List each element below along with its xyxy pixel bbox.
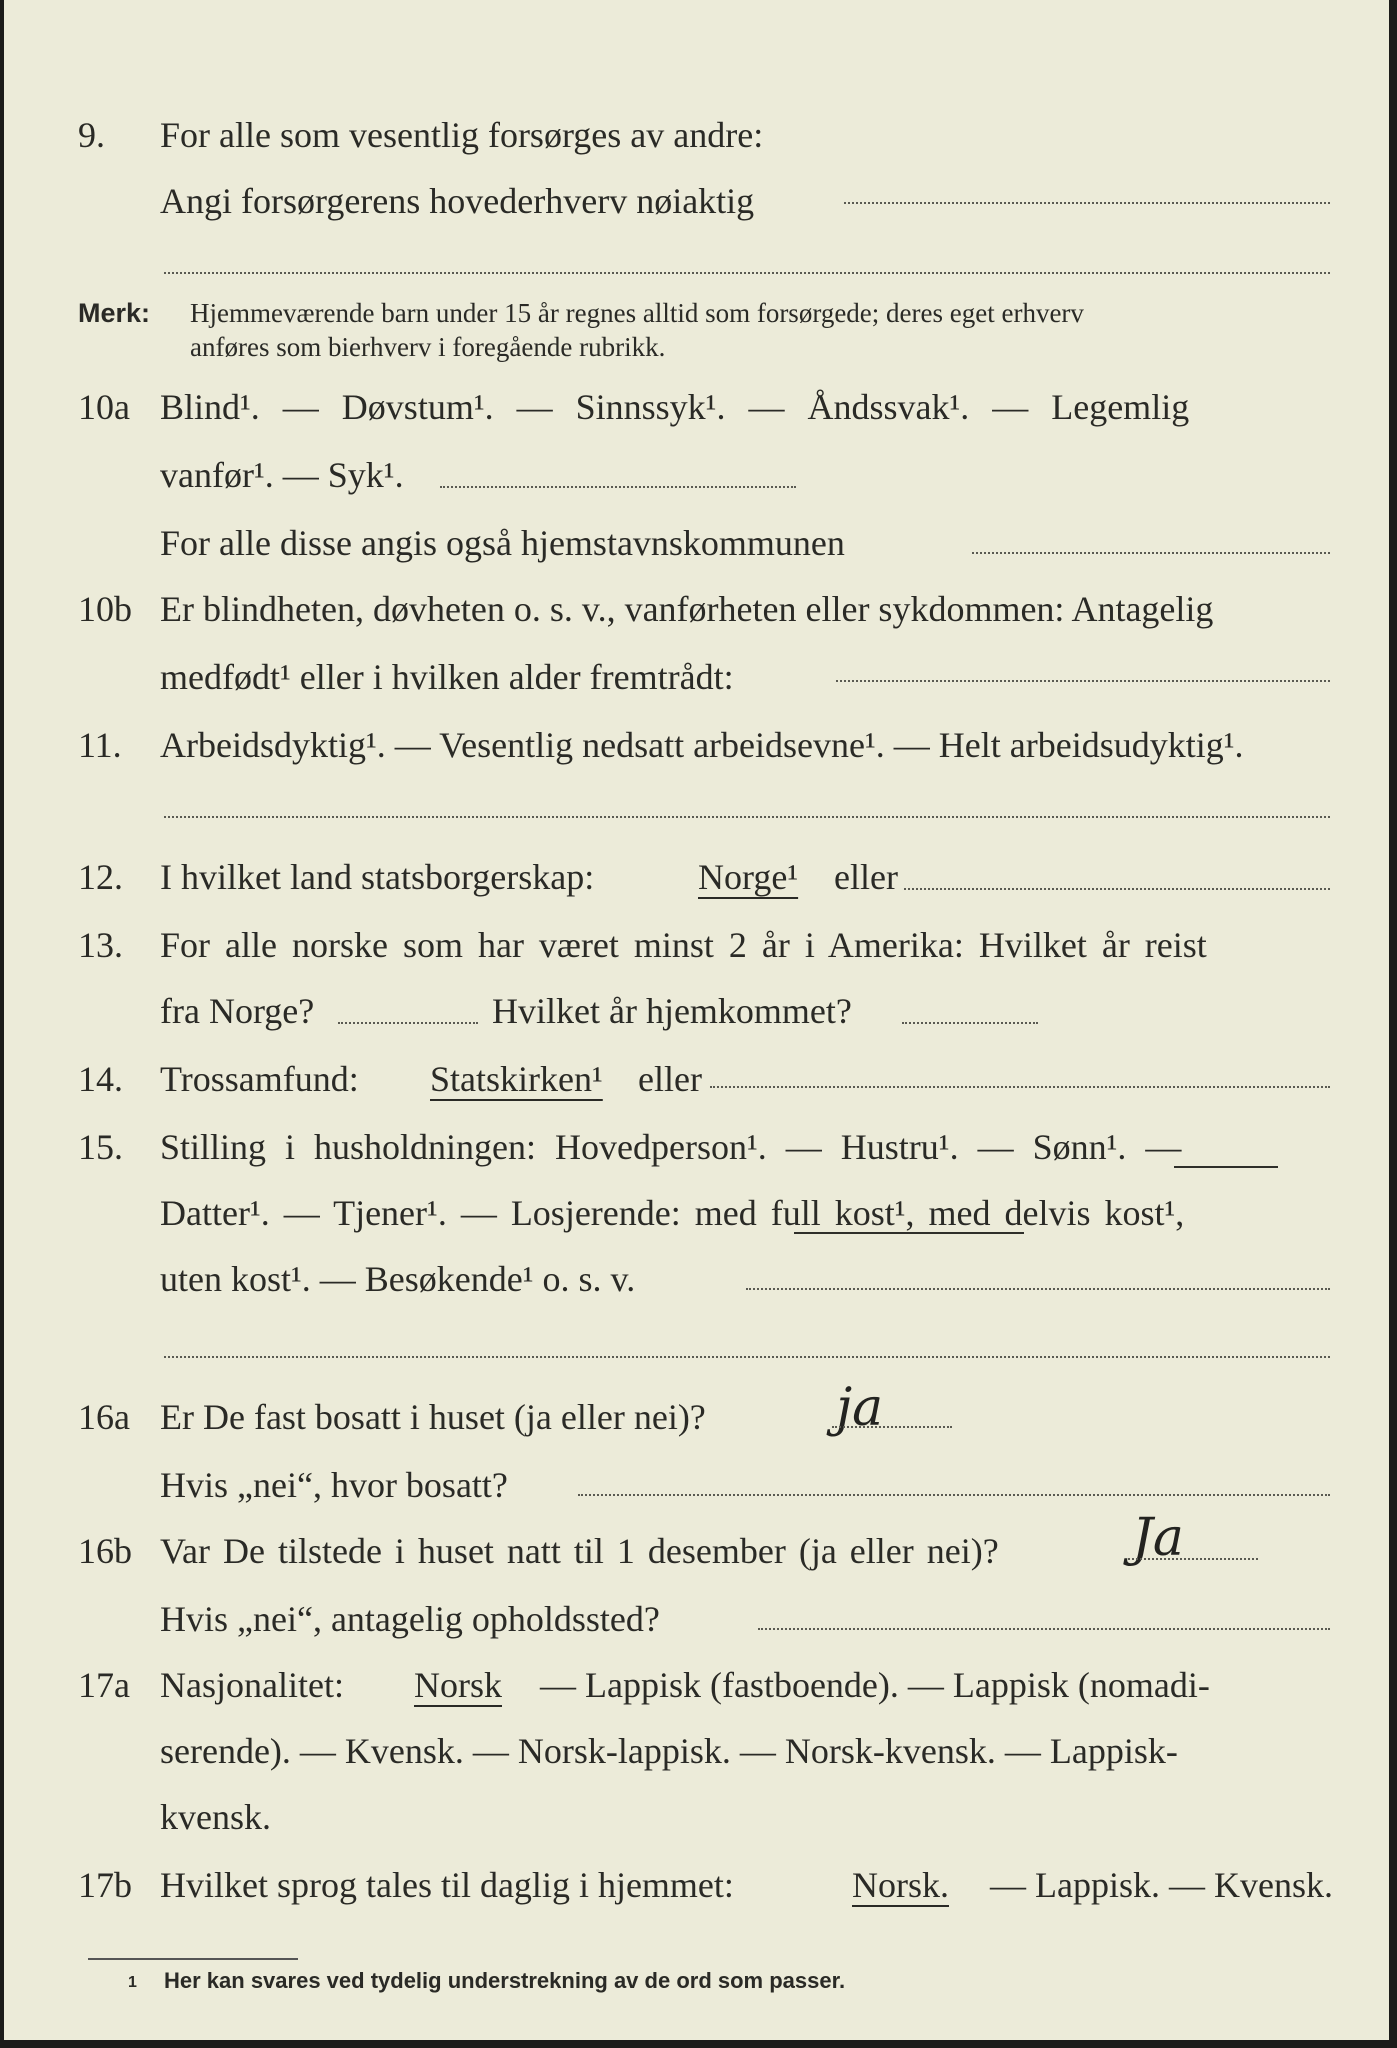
q11-number: 11. — [78, 725, 122, 765]
q17a-text-2: serende). — Kvensk. — Norsk-lappisk. — Norsk-kvensk. — Lappisk- — [160, 1731, 1178, 1771]
q11-text: Arbeidsdyktig¹. — Vesentlig nedsatt arbeidsevne¹. — Helt arbeidsudyktig¹. — [160, 725, 1244, 765]
q13-year-returned-field[interactable] — [902, 1022, 1038, 1024]
merk-text: Hjemmeværende barn under 15 år regnes alltid som forsørgede; deres eget erhverv — [190, 298, 1084, 328]
q10b-age-field[interactable] — [836, 680, 1330, 682]
q16a-line1 — [4, 1392, 1389, 1442]
footnote-mark: 1 — [128, 1974, 137, 1991]
q13-text: For alle norske som har været minst 2 år i Amerika: Hvilket år reist — [160, 925, 1207, 965]
q10b-number: 10b — [78, 589, 132, 629]
q14-other-faith-field[interactable] — [710, 1086, 1330, 1088]
q17b-line1 — [4, 1860, 1389, 1910]
q12-number: 12. — [78, 857, 123, 897]
q10a-text-3: For alle disse angis også hjemstavnskommunen — [160, 523, 845, 563]
q15-text: Stilling i husholdningen: Hovedperson¹. — Hustru¹. — Sønn¹. — — [160, 1127, 1182, 1167]
q17b-norsk-underlined: Norsk. — [852, 1865, 949, 1905]
q10a-line3 — [4, 518, 1389, 568]
q13-number: 13. — [78, 925, 123, 965]
q14-number: 14. — [78, 1059, 123, 1099]
q12-other-country-field[interactable] — [904, 888, 1330, 890]
q9-answer-field-2[interactable] — [164, 272, 1330, 274]
footnote — [4, 1968, 1389, 2008]
q10a-text: Blind¹. — Døvstum¹. — Sinnssyk¹. — Åndssvak¹. — Legemlig — [160, 387, 1190, 427]
q15-other-field[interactable] — [746, 1288, 1330, 1290]
q15-full-kost-underline — [794, 1232, 1024, 1234]
q17b-number: 17b — [78, 1865, 132, 1905]
q15-answer-field-2[interactable] — [164, 1356, 1330, 1358]
q12-norge-underlined: Norge¹ — [698, 857, 799, 897]
q10a-number: 10a — [78, 387, 130, 427]
merk-line2 — [4, 322, 1389, 372]
q17a-line1 — [4, 1660, 1389, 1710]
q17a-number: 17a — [78, 1665, 130, 1705]
q13-text-2a: fra Norge? — [160, 991, 315, 1031]
q16b-whereabouts-field[interactable] — [758, 1628, 1330, 1630]
merk-text-2: anføres som bierhverv i foregående rubrikk. — [190, 332, 666, 362]
footnote-text: Her kan svares ved tydelig understrekning av de ord som passer. — [164, 1968, 846, 1993]
footnote-rule — [88, 1958, 298, 1960]
q15-text-2: Datter¹. — Tjener¹. — Losjerende: med full kost¹, med delvis kost¹, — [160, 1193, 1185, 1233]
q13-year-left-field[interactable] — [338, 1022, 478, 1024]
q16a-text: Er De fast bosatt i huset (ja eller nei)? — [160, 1397, 706, 1437]
q15-line1 — [4, 1122, 1389, 1172]
q13-line2 — [4, 986, 1389, 1036]
merk-label: Merk: — [78, 298, 151, 328]
q16b-handwritten-answer: Ja — [1132, 1508, 1184, 1568]
q10a-line1 — [4, 382, 1389, 432]
q15-sonn-underline — [1174, 1166, 1278, 1168]
q16b-text: Var De tilstede i huset natt til 1 desember (ja eller nei)? — [160, 1531, 999, 1571]
q10a-sick-field[interactable] — [440, 486, 796, 488]
q17b-text-post: — Lappisk. — Kvensk. — [990, 1865, 1333, 1905]
q14-statskirken-underlined: Statskirken¹ — [430, 1059, 603, 1099]
q10b-line2 — [4, 652, 1389, 702]
q9-line1 — [4, 110, 1389, 160]
q16b-number: 16b — [78, 1531, 132, 1571]
q16b-answer-field[interactable] — [1128, 1558, 1258, 1560]
q11-line1 — [4, 720, 1389, 770]
q16b-line2 — [4, 1594, 1389, 1644]
q17a-line2 — [4, 1726, 1389, 1776]
q17a-line3 — [4, 1792, 1389, 1842]
q10b-line1 — [4, 584, 1389, 634]
q15-line2 — [4, 1188, 1389, 1238]
q9-line2 — [4, 176, 1389, 226]
q12-text: I hvilket land statsborgerskap: — [160, 857, 595, 897]
q17a-text-post: — Lappisk (fastboende). — Lappisk (nomadi- — [540, 1665, 1210, 1705]
q16a-text-2: Hvis „nei“, hvor bosatt? — [160, 1465, 508, 1505]
q15-text-3: uten kost¹. — Besøkende¹ o. s. v. — [160, 1259, 636, 1299]
q14-text: Trossamfund: — [160, 1059, 359, 1099]
q9-text: For alle som vesentlig forsørges av andre: — [160, 115, 764, 155]
q16a-line2 — [4, 1460, 1389, 1510]
q10b-text: Er blindheten, døvheten o. s. v., vanførheten eller sykdommen: Antagelig — [160, 589, 1214, 629]
q15-line3 — [4, 1254, 1389, 1304]
q14-text-2: eller — [638, 1059, 702, 1099]
q10a-line2 — [4, 450, 1389, 500]
q9-text-2: Angi forsørgerens hovederhverv nøiaktig — [160, 181, 755, 221]
q10a-text-2: vanfør¹. — Syk¹. — [160, 455, 404, 495]
q9-answer-field[interactable] — [844, 202, 1330, 204]
q17a-text: Nasjonalitet: — [160, 1665, 344, 1705]
q16a-residence-field[interactable] — [578, 1494, 1330, 1496]
q17a-norsk-underlined: Norsk — [414, 1665, 502, 1705]
q13-line1 — [4, 920, 1389, 970]
q16a-answer-field[interactable] — [832, 1426, 952, 1428]
q16a-handwritten-answer: ja — [836, 1378, 884, 1438]
q17b-text: Hvilket sprog tales til daglig i hjemmet: — [160, 1865, 734, 1905]
q12-line1 — [4, 852, 1389, 902]
q12-text-2: eller — [834, 857, 898, 897]
census-form-page — [4, 0, 1389, 2040]
q10a-home-municipality-field[interactable] — [972, 552, 1330, 554]
q10b-text-2: medfødt¹ eller i hvilken alder fremtrådt: — [160, 657, 734, 697]
q14-line1 — [4, 1054, 1389, 1104]
q17a-text-3: kvensk. — [160, 1797, 271, 1837]
q16b-text-2: Hvis „nei“, antagelig opholdssted? — [160, 1599, 660, 1639]
q11-answer-field[interactable] — [164, 816, 1330, 818]
q9-number: 9. — [78, 115, 105, 155]
q13-text-2b: Hvilket år hjemkommet? — [492, 991, 852, 1031]
q16a-number: 16a — [78, 1397, 130, 1437]
q15-number: 15. — [78, 1127, 123, 1167]
